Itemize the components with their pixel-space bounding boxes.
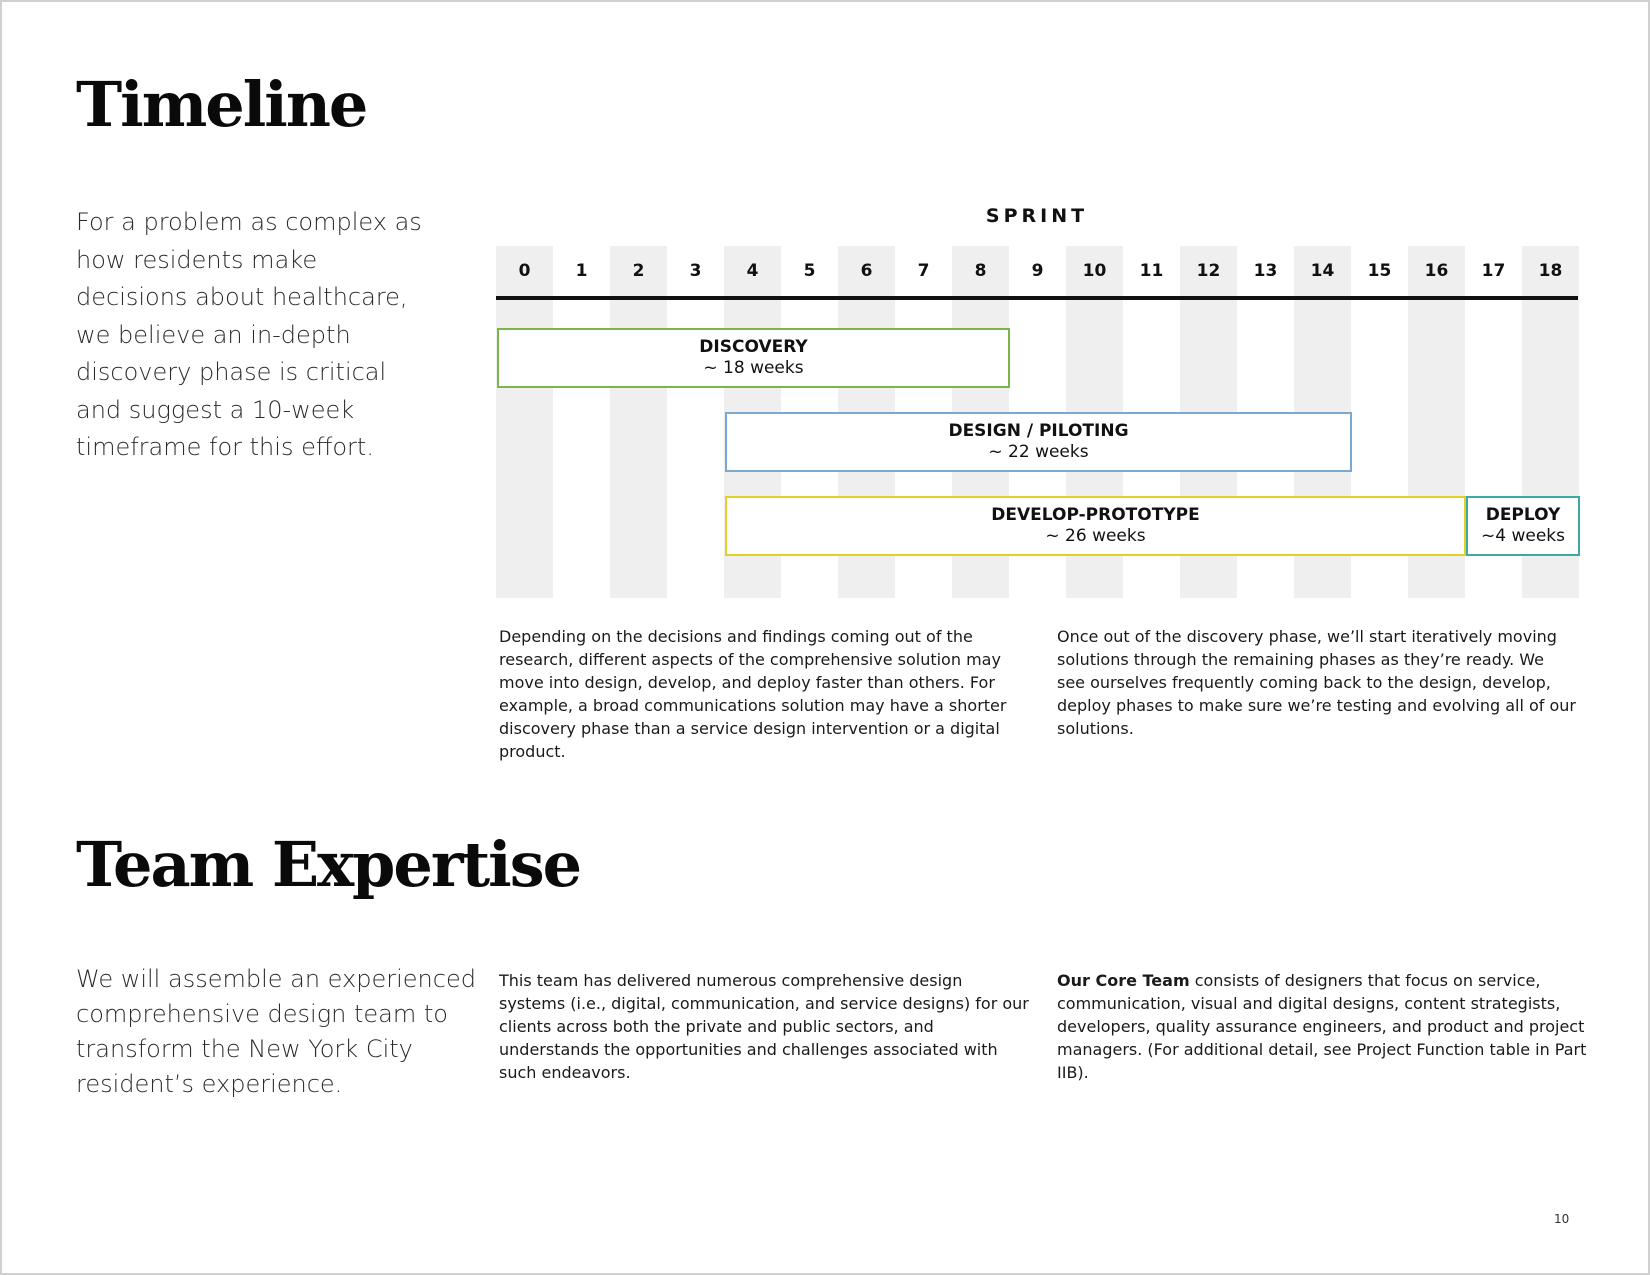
team-note-left: This team has delivered numerous comprehensive design systems (i.e., digital, communication, and service designs) for our clients across both the private and public sectors, and understands the opportunities and challenges associated with such endeavors.	[499, 971, 1029, 1082]
page-number: 10	[1554, 1212, 1570, 1226]
phase-name: DEVELOP-PROTOTYPE	[991, 505, 1200, 525]
timeline-note-right: Once out of the discovery phase, we’ll start iteratively moving solutions through the remaining phases as they’re ready. We see ourselves frequently coming back to the design, develop, deploy phases to make sure we’re testing and evolving all of our solutions.	[1057, 627, 1576, 738]
sprint-tick-1: 1	[575, 261, 588, 281]
sprint-tick-12: 12	[1196, 261, 1221, 281]
sprint-tick-8: 8	[974, 261, 987, 281]
core-team-label: Our Core Team	[1057, 971, 1190, 990]
sprint-tick-18: 18	[1538, 261, 1563, 281]
team-note-right	[1057, 969, 1597, 1084]
sprint-axis-title: SPRINT	[985, 205, 1089, 227]
sprint-tick-0: 0	[518, 261, 531, 281]
phase-bar-discovery	[497, 328, 1010, 388]
sprint-tick-16: 16	[1424, 261, 1449, 281]
sprint-tick-5: 5	[803, 261, 816, 281]
sprint-axis-line	[496, 296, 1578, 300]
phase-duration: ~ 18 weeks	[703, 358, 804, 378]
sprint-tick-17: 17	[1481, 261, 1506, 281]
phase-name: DISCOVERY	[699, 337, 808, 357]
timeline-heading: Timeline	[76, 68, 367, 141]
sprint-tick-4: 4	[746, 261, 759, 281]
sprint-tick-3: 3	[689, 261, 702, 281]
sprint-tick-6: 6	[860, 261, 873, 281]
core-team-text: consists of designers that focus on service, communication, visual and digital designs, content strategists, developers, quality assurance engineers, and product and project managers. (For additional detail, see Project Function table in Part IIB).	[1057, 971, 1587, 1082]
sprint-tick-14: 14	[1310, 261, 1335, 281]
sprint-tick-15: 15	[1367, 261, 1392, 281]
sprint-tick-2: 2	[632, 261, 645, 281]
phase-bar-deploy	[1466, 496, 1580, 556]
sprint-tick-13: 13	[1253, 261, 1278, 281]
sprint-tick-9: 9	[1031, 261, 1044, 281]
phase-bar-develop-prototype	[725, 496, 1466, 556]
phase-duration: ~ 26 weeks	[1045, 526, 1146, 546]
phase-bar-design-piloting	[725, 412, 1352, 472]
team-intro: We will assemble an experienced comprehensive design team to transform the New York City resident’s experience.	[76, 965, 476, 1098]
timeline-intro: For a problem as complex as how residents make decisions about healthcare, we believe an in-depth discovery phase is critical and suggest a 10-week timeframe for this effort.	[76, 208, 422, 461]
phase-name: DEPLOY	[1485, 505, 1561, 525]
timeline-note-left: Depending on the decisions and findings coming out of the research, different aspects of the comprehensive solution may move into design, develop, and deploy faster than others. For example, a broad communications solution may have a shorter discovery phase than a service design intervention or a digital product.	[499, 627, 1007, 761]
sprint-tick-10: 10	[1082, 261, 1107, 281]
sprint-tick-11: 11	[1139, 261, 1164, 281]
phase-duration: ~ 22 weeks	[988, 442, 1089, 462]
phase-duration: ~4 weeks	[1481, 526, 1565, 546]
team-expertise-heading: Team Expertise	[76, 828, 581, 901]
sprint-tick-7: 7	[917, 261, 930, 281]
phase-name: DESIGN / PILOTING	[948, 421, 1129, 441]
